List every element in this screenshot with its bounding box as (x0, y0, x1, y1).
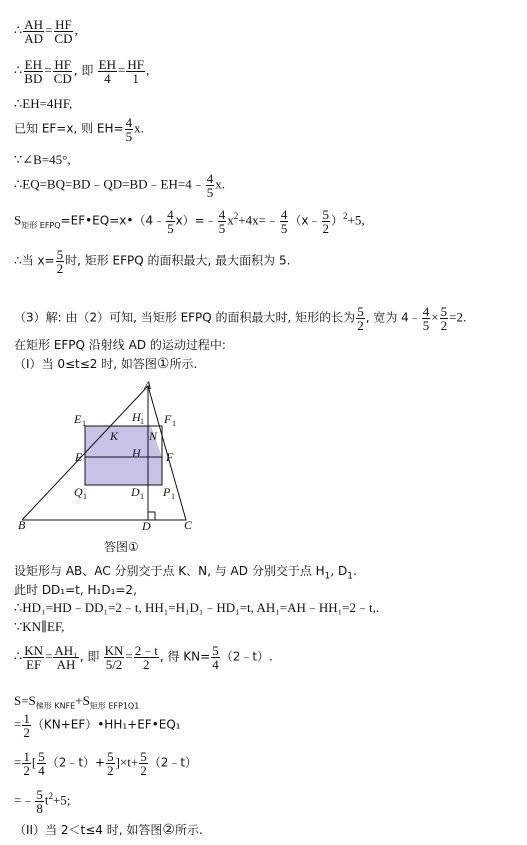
fraction: $\frac{4}{5}$ (422, 304, 430, 333)
line-s-result: =﹣ $\frac{5}{8}$ $t^2+5$; (14, 787, 71, 816)
label-d1-sub: 1 (140, 492, 144, 501)
fraction: $\frac{EH}{4}$ (98, 57, 116, 86)
line-s-step2: = $\frac{1}{2}$ [ $\frac{5}{4}$ （2﹣t）+ $\frac{5}{2}$ ]×t+ $\frac{5}{2}$ （2﹣t） (14, 749, 198, 778)
fraction: $\frac{\text{AH₁}}{AH}$ (54, 643, 78, 672)
line-part3: （3）解: 由（2）可知, 当矩形 EFPQ 的面积最大时, 矩形的长为 $\frac{5}{2}$ , 宽为 4﹣ $\frac{4}{5}$ × $\frac{5}{2}$ =2. (14, 304, 467, 333)
label-d1: D (131, 485, 140, 499)
fraction: $\frac{5}{2}$ (56, 247, 64, 276)
fraction: $\frac{KN}{5/2}$ (104, 643, 124, 672)
line-area-expression: $S_{矩形 EFPQ}=EF•EQ=x•(4﹣$ $\frac{4}{5}$ x）=﹣ $\frac{4}{5}$ $x^2+4x=﹣$ $\frac{4}{5}$ （x﹣ $\frac{5}{2}$ ）$^2$+5, (14, 207, 365, 236)
fraction: $\frac{EH}{BD}$ (24, 57, 43, 86)
fraction: $\frac{5}{4}$ (38, 749, 45, 778)
label-h1-sub: 1 (140, 417, 144, 426)
label-e1-sub: 1 (82, 419, 86, 428)
label-q1: Q (74, 485, 83, 499)
line-dd1: 此时 DD₁=t, H₁D₁=2, (14, 583, 137, 597)
fraction: $\frac{2﹣t}{2}$ (134, 643, 158, 672)
fraction: $\frac{HF}{CD}$ (53, 57, 72, 86)
fraction: $\frac{AH}{AD}$ (24, 17, 44, 46)
line-s-step1: = $\frac{1}{2}$ （KN+EF）•HH₁+EF•EQ₁ (14, 711, 181, 740)
fraction: $\frac{5}{2}$ (440, 304, 448, 333)
label-e1: E (74, 412, 82, 426)
fraction: $\frac{4}{5}$ (125, 115, 133, 144)
fraction: $\frac{5}{2}$ (357, 304, 364, 333)
fraction: $\frac{5}{8}$ (36, 787, 43, 816)
fraction: $\frac{5}{4}$ (212, 643, 219, 672)
label-a: A (144, 380, 152, 392)
fraction: $\frac{4}{5}$ (280, 207, 288, 236)
line-s-sum: $S=S_{梯形 KNFE}+S_{矩形 EFP1Q1}$ (14, 693, 140, 711)
line-ratio-1: ∴ $\frac{AH}{AD}$ = $\frac{HF}{CD}$ , (14, 17, 78, 46)
label-f1-sub: 1 (172, 419, 176, 428)
fraction: $\frac{HF}{CD}$ (54, 17, 73, 46)
label-p1: P (163, 485, 171, 499)
label-h1: H (132, 410, 141, 424)
geometry-figure (18, 380, 208, 536)
line-max-area: ∴当 x= $\frac{5}{2}$ 时, 矩形 EFPQ 的面积最大, 最大面积为 5. (14, 247, 291, 276)
label-e: E (75, 450, 83, 464)
fraction: $\frac{4}{5}$ (206, 171, 214, 200)
line-known-ef: 已知 EF=x, 则 EH= $\frac{4}{5}$ x. (14, 115, 144, 144)
line-hd1: ∴HD₁=HD﹣DD₁=2﹣t, HH₁=H₁D₁﹣HD₁=t, AH₁=AH﹣HH₁=2﹣t,. (14, 600, 380, 615)
fraction: $\frac{1}{2}$ (23, 711, 30, 740)
label-p1-sub: 1 (171, 492, 175, 501)
fraction: $\frac{5}{2}$ (322, 207, 330, 236)
line-angle-b: ∵∠B=45°, (14, 152, 71, 167)
fraction: $\frac{1}{2}$ (23, 749, 30, 778)
line-kn: ∴ $\frac{KN}{EF}$ = $\frac{\text{AH₁}}{AH}$ , 即 $\frac{KN}{5/2}$ = $\frac{2﹣t}{2}$ , 得 KN= $\frac{5}{4}$ （2﹣t）. (14, 643, 273, 672)
label-c: C (184, 518, 193, 532)
line-motion: 在矩形 EFPQ 沿射线 AD 的运动过程中: (14, 338, 226, 352)
fraction: $\frac{5}{2}$ (140, 749, 147, 778)
fraction: $\frac{5}{2}$ (107, 749, 114, 778)
line-parallel: ∵KN∥EF, (14, 619, 65, 634)
label-d: D (142, 519, 151, 533)
label-n: N (149, 429, 158, 443)
label-k: K (110, 429, 119, 443)
fraction: $\frac{4}{5}$ (218, 207, 226, 236)
fraction: $\frac{4}{5}$ (167, 207, 174, 236)
line-eq: ∴EQ=BQ=BD﹣QD=BD﹣EH=4﹣ $\frac{4}{5}$ x. (14, 171, 225, 200)
label-f: F (166, 450, 174, 464)
line-case-2: （II）当 2＜t≤4 时, 如答图②所示. (14, 822, 203, 838)
label-f1: F (164, 412, 172, 426)
label-b: B (18, 518, 26, 532)
fraction: $\frac{HF}{1}$ (127, 57, 144, 86)
label-q1-sub: 1 (83, 492, 87, 501)
line-setup: 设矩形与 AB、AC 分别交于点 K、N, 与 AD 分别交于点 $H_1$, $D_1$. (14, 564, 357, 582)
figure-caption: 答图① (104, 540, 139, 554)
label-h: H (132, 446, 141, 460)
line-case-1: （I）当 0≤t≤2 时, 如答图①所示. (14, 356, 198, 372)
line-eh-4hf: ∴EH=4HF, (14, 96, 73, 111)
line-ratio-2: ∴ $\frac{EH}{BD}$ = $\frac{HF}{CD}$ , 即 $\frac{EH}{4}$ = $\frac{HF}{1}$ , (14, 57, 150, 86)
fraction: $\frac{KN}{EF}$ (24, 643, 44, 672)
